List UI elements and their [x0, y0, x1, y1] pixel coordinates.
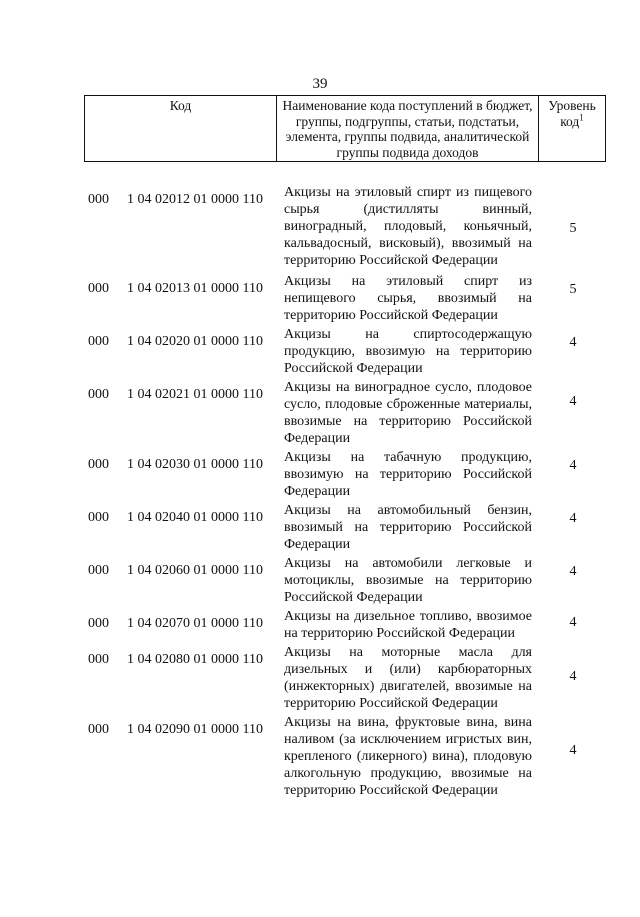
revenue-code: 1 04 02060 01 0000 110 — [127, 563, 263, 578]
revenue-name: Акцизы на дизельное топливо, ввозимое на территорию Российской Федерации — [284, 609, 532, 641]
level-value: 4 — [569, 615, 577, 630]
admin-code: 000 — [88, 192, 109, 207]
header-name: Наименование кода поступлений в бюджет, группы, подгруппы, статьи, подстатьи, элемента, группы подвида, аналитической группы подвида доходов — [277, 96, 539, 162]
footnote-marker: 1 — [579, 112, 584, 122]
admin-code: 000 — [88, 616, 109, 631]
revenue-name: Акцизы на автомобили легковые и мотоциклы, ввозимые на территорию Российской Федерации — [284, 556, 532, 605]
admin-code: 000 — [88, 563, 109, 578]
list-item — [0, 714, 640, 801]
revenue-name: Акцизы на вина, фруктовые вина, вина наливом (за исключением игристых вин, крепленого (ликерного) вина), плодовую алкогольную продукцию, ввозимые на территорию Российской Федерации — [284, 715, 532, 798]
revenue-name: Акцизы на автомобильный бензин, ввозимый на территорию Российской Федерации — [284, 503, 532, 552]
revenue-code: 1 04 02012 01 0000 110 — [127, 192, 263, 207]
header-level — [539, 96, 606, 162]
list-item — [0, 555, 640, 606]
list-item — [0, 273, 640, 324]
level-value: 4 — [569, 669, 577, 684]
revenue-code: 1 04 02030 01 0000 110 — [127, 457, 263, 472]
level-value: 4 — [569, 511, 577, 526]
admin-code: 000 — [88, 510, 109, 525]
list-item — [0, 644, 640, 712]
revenue-code: 1 04 02090 01 0000 110 — [127, 722, 263, 737]
list-item — [0, 502, 640, 553]
level-value: 4 — [569, 335, 577, 350]
revenue-name: Акцизы на этиловый спирт из непищевого сырья, ввозимый на территорию Российской Федерации — [284, 274, 532, 323]
revenue-code: 1 04 02013 01 0000 110 — [127, 281, 263, 296]
revenue-code: 1 04 02021 01 0000 110 — [127, 387, 263, 402]
revenue-name: Акцизы на виноградное сусло, плодовое сусло, плодовые сброженные материалы, ввозимые на территорию Российской Федерации — [284, 380, 532, 446]
revenue-code: 1 04 02040 01 0000 110 — [127, 510, 263, 525]
revenue-code: 1 04 02080 01 0000 110 — [127, 652, 263, 667]
admin-code: 000 — [88, 722, 109, 737]
list-item — [0, 449, 640, 500]
admin-code: 000 — [88, 652, 109, 667]
revenue-code: 1 04 02070 01 0000 110 — [127, 616, 263, 631]
level-value: 5 — [569, 282, 577, 297]
revenue-name: Акцизы на табачную продукцию, ввозимую на территорию Российской Федерации — [284, 450, 532, 499]
table-header — [84, 95, 606, 162]
list-item — [0, 379, 640, 447]
list-item — [0, 608, 640, 642]
level-value: 4 — [569, 564, 577, 579]
rows-list — [0, 184, 640, 803]
revenue-name: Акцизы на спиртосодержащую продукцию, ввозимую на территорию Российской Федерации — [284, 327, 532, 376]
header-level-label: Уровень код — [548, 98, 596, 129]
revenue-name: Акцизы на этиловый спирт из пищевого сырья (дистилляты винный, виноградный, плодовый, коньячный, кальвадосный, висковый), ввозимый на территорию Российской Федерации — [284, 185, 532, 268]
admin-code: 000 — [88, 281, 109, 296]
revenue-code: 1 04 02020 01 0000 110 — [127, 334, 263, 349]
admin-code: 000 — [88, 334, 109, 349]
level-value: 4 — [569, 394, 577, 409]
page-number: 39 — [312, 76, 328, 92]
level-value: 4 — [569, 743, 577, 758]
admin-code: 000 — [88, 387, 109, 402]
level-value: 4 — [569, 458, 577, 473]
level-value: 5 — [569, 221, 577, 236]
admin-code: 000 — [88, 457, 109, 472]
list-item — [0, 184, 640, 271]
revenue-name: Акцизы на моторные масла для дизельных и (или) карбюраторных (инжекторных) двигателей, ввозимые на территорию Российской Федерации — [284, 645, 532, 711]
list-item — [0, 326, 640, 377]
header-code: Код — [85, 96, 277, 162]
